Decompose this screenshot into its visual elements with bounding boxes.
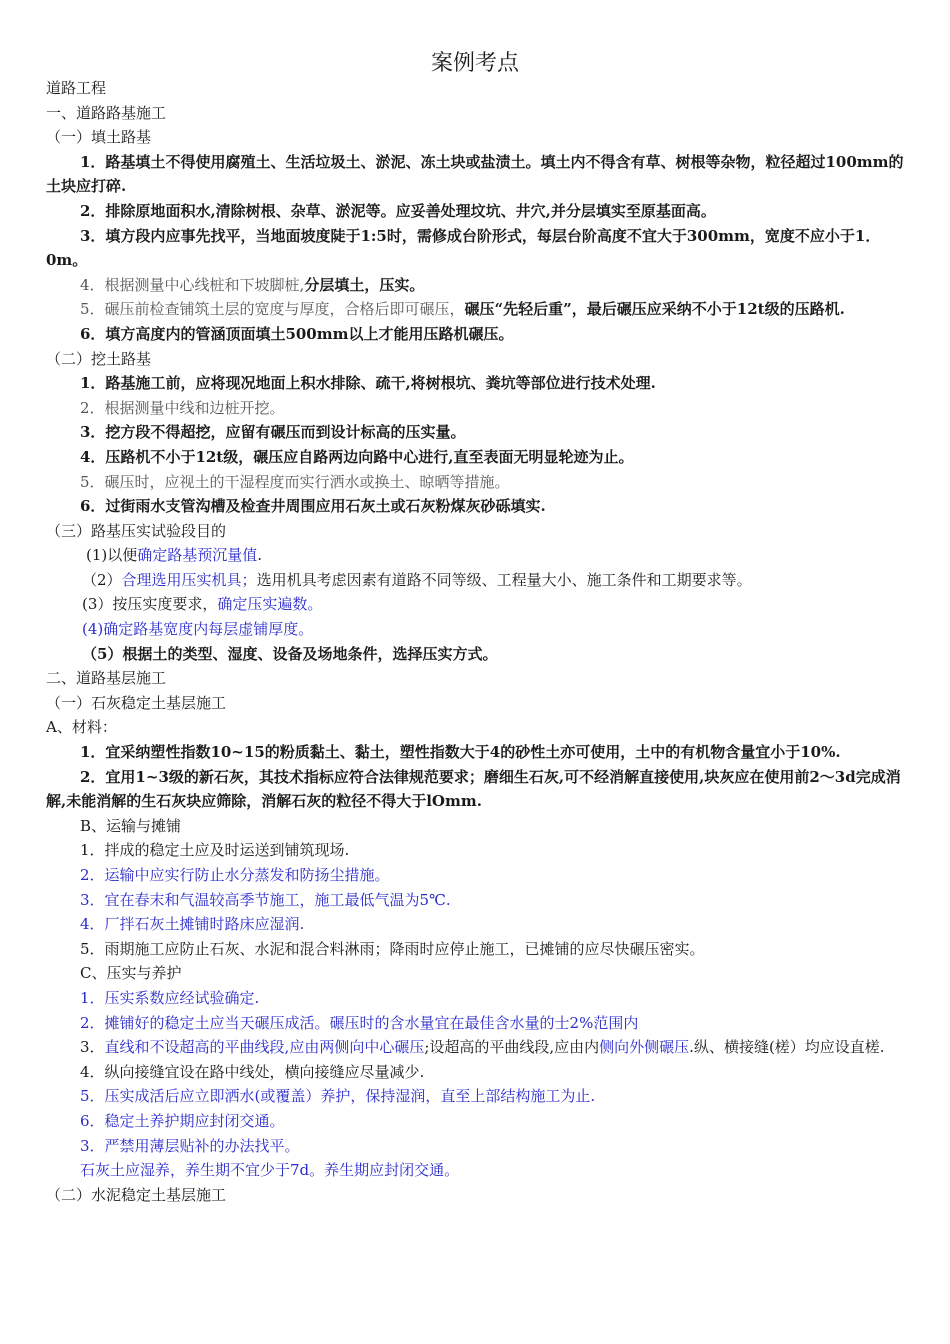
item-text: .纵、横接缝(槎）均应设直槎.: [689, 1038, 885, 1057]
list-item: 5．雨期施工应防止石灰、水泥和混合料淋雨；降雨时应停止施工，已摊铺的应尽快碾压密实。: [80, 939, 705, 958]
list-item: (4)确定路基宽度内每层虚铺厚度。: [82, 620, 314, 639]
subsection-heading: （二）水泥稳定土基层施工: [46, 1185, 227, 1204]
subsection-heading: （一）石灰稳定土基层施工: [46, 693, 227, 712]
list-item: 4．厂拌石灰土摊铺时路床应湿润.: [80, 915, 305, 934]
section-heading: 一、道路路基施工: [46, 103, 167, 122]
list-item: 2．运输中应实行防止水分蒸发和防扬尘措施。: [80, 866, 390, 884]
list-item: 3．填方段内应事先找平，当地面坡度陡于1:5时，需修成台阶形式，每层台阶高度不宜大于300mm，宽度不应小于1．0m。: [46, 226, 881, 270]
item-text: 4．根据测量中心线桩和下坡脚桩,: [80, 275, 305, 294]
item-highlight: 确定路基预沉量值: [137, 546, 258, 565]
subsection-heading: C、压实与养护: [80, 964, 182, 983]
list-item: 2．排除原地面积水,清除树根、杂草、淤泥等。应妥善处理坟坑、井穴,并分层填实至原基面高。: [80, 201, 716, 220]
list-item: 6．填方高度内的管涵顶面填土500mm以上才能用压路机碾压。: [80, 324, 514, 343]
list-item: 4．压路机不小于12t级，碾压应自路两边向路中心进行,直至表面无明显轮迹为止。: [80, 447, 634, 466]
list-item: [46, 568, 906, 593]
list-item: 3．严禁用薄层贴补的办法找平。: [80, 1136, 300, 1155]
item-text: (3）按压实度要求，: [82, 595, 218, 614]
list-item: [46, 592, 906, 617]
subsection-heading: A、材料：: [46, 718, 117, 737]
item-text: 选用机具考虑因素有道路不同等级、工程量大小、施工条件和工期要求等。: [256, 570, 752, 589]
list-item: 石灰土应湿养，养生期不宜少于7d。养生期应封闭交通。: [80, 1161, 460, 1180]
list-item: 1．宜采纳塑性指数10~15的粉质黏土、黏土，塑性指数大于4的砂性土亦可使用，土中的有机物含量宜小于10%.: [80, 743, 841, 762]
list-item: 3．宜在春末和气温较高季节施工，施工最低气温为5℃.: [80, 890, 451, 909]
item-number: （2）: [82, 570, 122, 589]
item-highlight: 侧向外侧碾压: [599, 1038, 690, 1057]
list-item: 1．压实系数应经试验确定.: [80, 988, 260, 1007]
subsection-heading: （二）挖土路基: [46, 349, 152, 368]
section-heading: 道路工程: [46, 79, 107, 97]
list-item: [46, 543, 906, 568]
list-item: 2．摊铺好的稳定土应当天碾压成活。碾压时的含水量宜在最佳含水量的士2%范围内: [80, 1013, 639, 1032]
list-item: [46, 273, 906, 298]
subsection-heading: （一）填土路基: [46, 128, 152, 147]
page-title: 案例考点: [430, 51, 519, 76]
list-item: 2．根据测量中线和边桩开挖。: [80, 398, 285, 417]
item-highlight: 合理选用压实机具；: [121, 570, 257, 589]
subsection-heading: （三）路基压实试验段目的: [46, 521, 227, 540]
list-item: 2．宜用1~3级的新石灰，其技术指标应符合法律规范要求；磨细生石灰,可不经消解直接使用,块灰应在使用前2～3d完成消解,未能消解的生石灰块应筛除，消解石灰的粒径不得大于lOmm.: [46, 767, 901, 811]
list-item: [46, 297, 906, 322]
section-heading: 二、道路基层施工: [46, 669, 167, 688]
item-text: .: [257, 546, 263, 565]
item-text: 5．碾压前检查铺筑土层的宽度与厚度，合格后即可碾压，: [80, 300, 465, 319]
document-body: [46, 76, 906, 1207]
list-item: 3．挖方段不得超挖，应留有碾压而到设计标高的压实量。: [80, 423, 466, 442]
item-number: 3．: [80, 1038, 105, 1057]
list-item: 6．过街雨水支管沟槽及检查井周围应用石灰土或石灰粉煤灰砂砾填实.: [80, 497, 546, 516]
list-item: 1．路基施工前，应将现况地面上积水排除、疏干,将树根坑、粪坑等部位进行技术处理.: [80, 374, 656, 393]
list-item: 5．压实成活后应立即洒水(或覆盖）养护，保持湿润，直至上部结构施工为止.: [80, 1087, 596, 1106]
list-item: 1．拌成的稳定土应及时运送到铺筑现场.: [80, 841, 350, 860]
list-item: 4．纵向接缝宜设在路中线处，横向接缝应尽量减少.: [80, 1062, 425, 1081]
item-highlight: 直线和不设超高的平曲线段,应由两侧向中心碾压: [104, 1038, 425, 1057]
list-item: 1．路基填土不得使用腐殖土、生活垃圾土、淤泥、冻土块或盐渍土。填土内不得含有草、树根等杂物，粒径超过100mm的土块应打碎.: [46, 152, 904, 196]
list-item: 5．碾压时，应视土的干湿程度而实行洒水或换土、晾晒等措施。: [80, 472, 510, 491]
item-highlight: 确定压实遍数。: [217, 595, 323, 614]
list-item: [46, 1035, 906, 1060]
item-emphasis: 分层填土，压实。: [304, 275, 425, 294]
list-item: 6．稳定土养护期应封闭交通。: [80, 1111, 285, 1130]
item-number: (1)以便: [86, 546, 138, 565]
list-item: （5）根据土的类型、湿度、设备及场地条件，选择压实方式。: [82, 644, 498, 663]
subsection-heading: B、运输与摊铺: [80, 816, 182, 835]
item-text: ;设超高的平曲线段,应由内: [424, 1038, 600, 1057]
item-emphasis: 碾压“先轻后重”，最后碾压应采纳不小于12t级的压路机.: [464, 300, 845, 319]
